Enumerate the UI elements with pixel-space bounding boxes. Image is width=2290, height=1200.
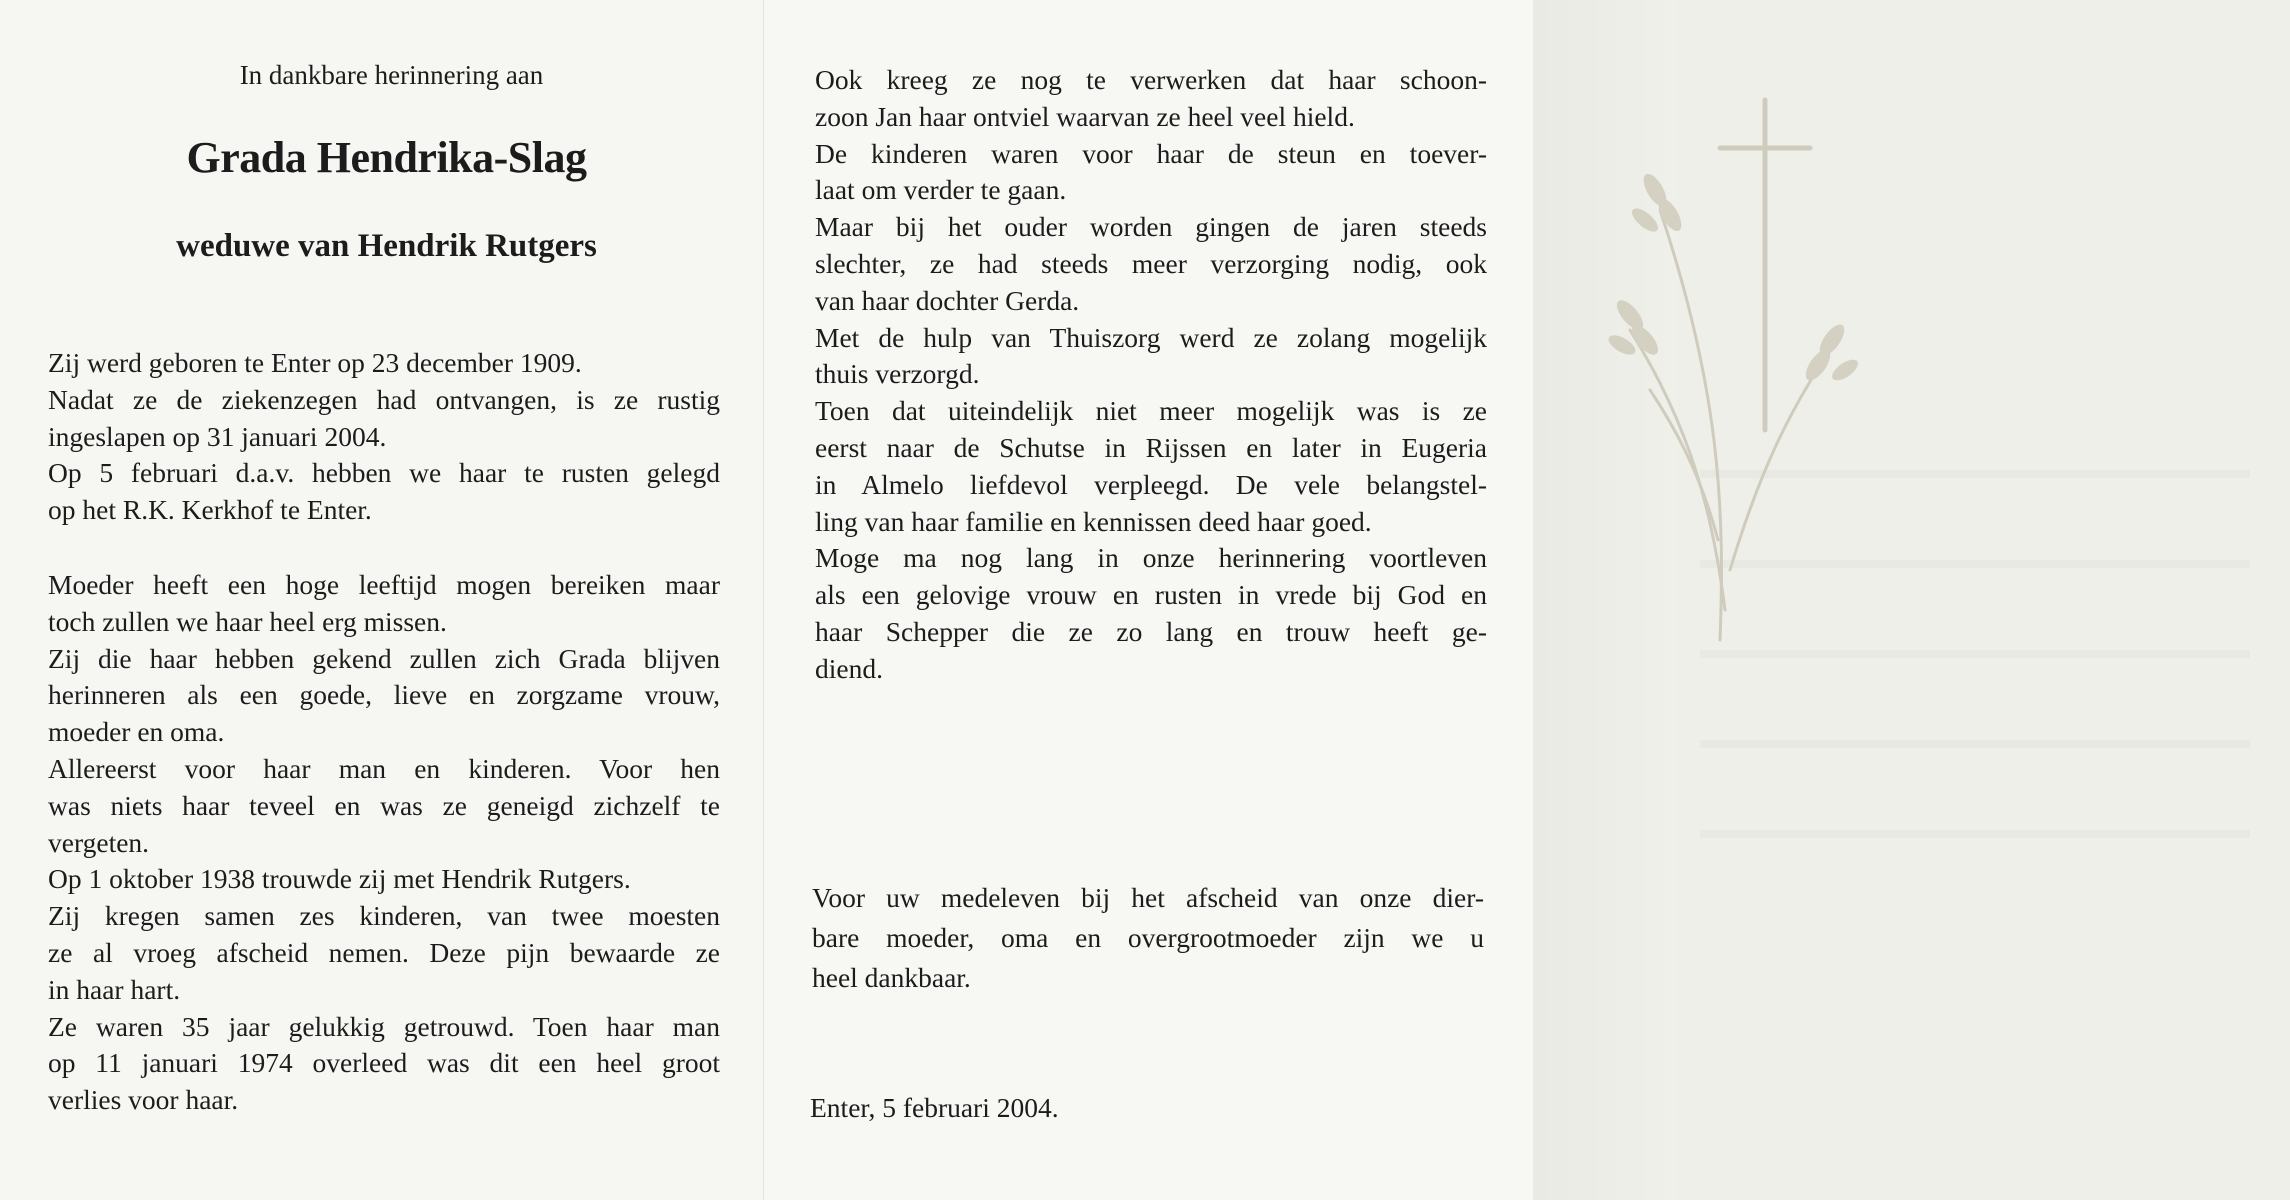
- text-line: Op 5 februari d.a.v. hebben we haar te rusten gelegd: [48, 457, 720, 489]
- text-line: Zij kregen samen zes kinderen, van twee moesten: [48, 900, 720, 932]
- text-line: Ze waren 35 jaar gelukkig getrouwd. Toen haar man: [48, 1010, 720, 1042]
- text-line: op het R.K. Kerkhof te Enter.: [48, 494, 372, 526]
- biography-paragraph-1: [48, 345, 720, 529]
- text-line: heel dankbaar.: [812, 962, 971, 993]
- place-date: Enter, 5 februari 2004.: [810, 1092, 1059, 1123]
- text-line: laat om verder te gaan.: [815, 174, 1067, 206]
- intro-line: In dankbare herinnering aan: [239, 60, 544, 90]
- text-line: zoon Jan haar ontviel waarvan ze heel veel hield.: [815, 100, 1355, 132]
- text-line: Voor uw medeleven bij het afscheid van onze dier-: [812, 882, 1484, 913]
- text-line: Toen dat uiteindelijk niet meer mogelijk was is ze: [815, 395, 1487, 427]
- text-line: Op 1 oktober 1938 trouwde zij met Hendrik Rutgers.: [48, 863, 631, 895]
- text-line: Moeder heeft een hoge leeftijd mogen bereiken maar: [48, 569, 720, 600]
- text-line: De kinderen waren voor haar de steun en toever-: [815, 137, 1487, 169]
- text-line: in Almelo liefdevol verpleegd. De vele belangstel-: [815, 468, 1487, 500]
- text-line: Maar bij het ouder worden gingen de jaren steeds: [815, 211, 1487, 243]
- bleed-through-line: [1700, 830, 2250, 838]
- thanks-paragraph: [812, 878, 1484, 998]
- text-line: Zij werd geboren te Enter op 23 december 1909.: [48, 347, 582, 378]
- text-line: herinneren als een goede, lieve en zorgzame vrouw,: [48, 679, 720, 711]
- text-line: toch zullen we haar heel erg missen.: [48, 605, 447, 637]
- text-line: Ook kreeg ze nog te verwerken dat haar schoon-: [815, 64, 1487, 95]
- text-line: ingeslapen op 31 januari 2004.: [48, 420, 387, 452]
- spouse-line: weduwe van Hendrik Rutgers: [176, 228, 597, 264]
- text-line: eerst naar de Schutse in Rijssen en later in Eugeria: [815, 431, 1487, 463]
- text-line: ling van haar familie en kennissen deed haar goed.: [815, 505, 1372, 537]
- text-line: Zij die haar hebben gekend zullen zich Grada blijven: [48, 642, 720, 674]
- text-line: ze al vroeg afscheid nemen. Deze pijn bewaarde ze: [48, 936, 720, 968]
- bleed-through-line: [1700, 650, 2250, 658]
- cross-wheat-ornament-icon: [1600, 90, 1880, 650]
- text-line: Allereerst voor haar man en kinderen. Voor hen: [48, 752, 720, 784]
- text-line: haar Schepper die ze zo lang en trouw heeft ge-: [815, 615, 1487, 647]
- text-line: bare moeder, oma en overgrootmoeder zijn we u: [812, 922, 1484, 953]
- text-line: moeder en oma.: [48, 716, 225, 748]
- text-line: thuis verzorgd.: [815, 358, 980, 390]
- text-line: Nadat ze de ziekenzegen had ontvangen, is ze rustig: [48, 383, 720, 415]
- text-line: Met de hulp van Thuiszorg werd ze zolang mogelijk: [815, 321, 1487, 353]
- text-line: verlies voor haar.: [48, 1084, 239, 1116]
- text-line: op 11 januari 1974 overleed was dit een heel groot: [48, 1047, 720, 1079]
- text-line: slechter, ze had steeds meer verzorging nodig, ook: [815, 247, 1487, 279]
- deceased-name: Grada Hendrika-Slag: [186, 133, 587, 182]
- text-line: diend.: [815, 652, 883, 684]
- text-line: vergeten.: [48, 826, 150, 858]
- text-line: Moge ma nog lang in onze herinnering voortleven: [815, 542, 1487, 574]
- text-line: als een gelovige vrouw en rusten in vrede bij God en: [815, 579, 1487, 611]
- text-line: was niets haar teveel en was ze geneigd zichzelf te: [48, 789, 720, 821]
- biography-paragraph-3: [815, 62, 1487, 688]
- biography-paragraph-2: [48, 567, 720, 1119]
- text-line: in haar hart.: [48, 973, 181, 1005]
- text-line: van haar dochter Gerda.: [815, 284, 1080, 316]
- bleed-through-line: [1700, 740, 2250, 748]
